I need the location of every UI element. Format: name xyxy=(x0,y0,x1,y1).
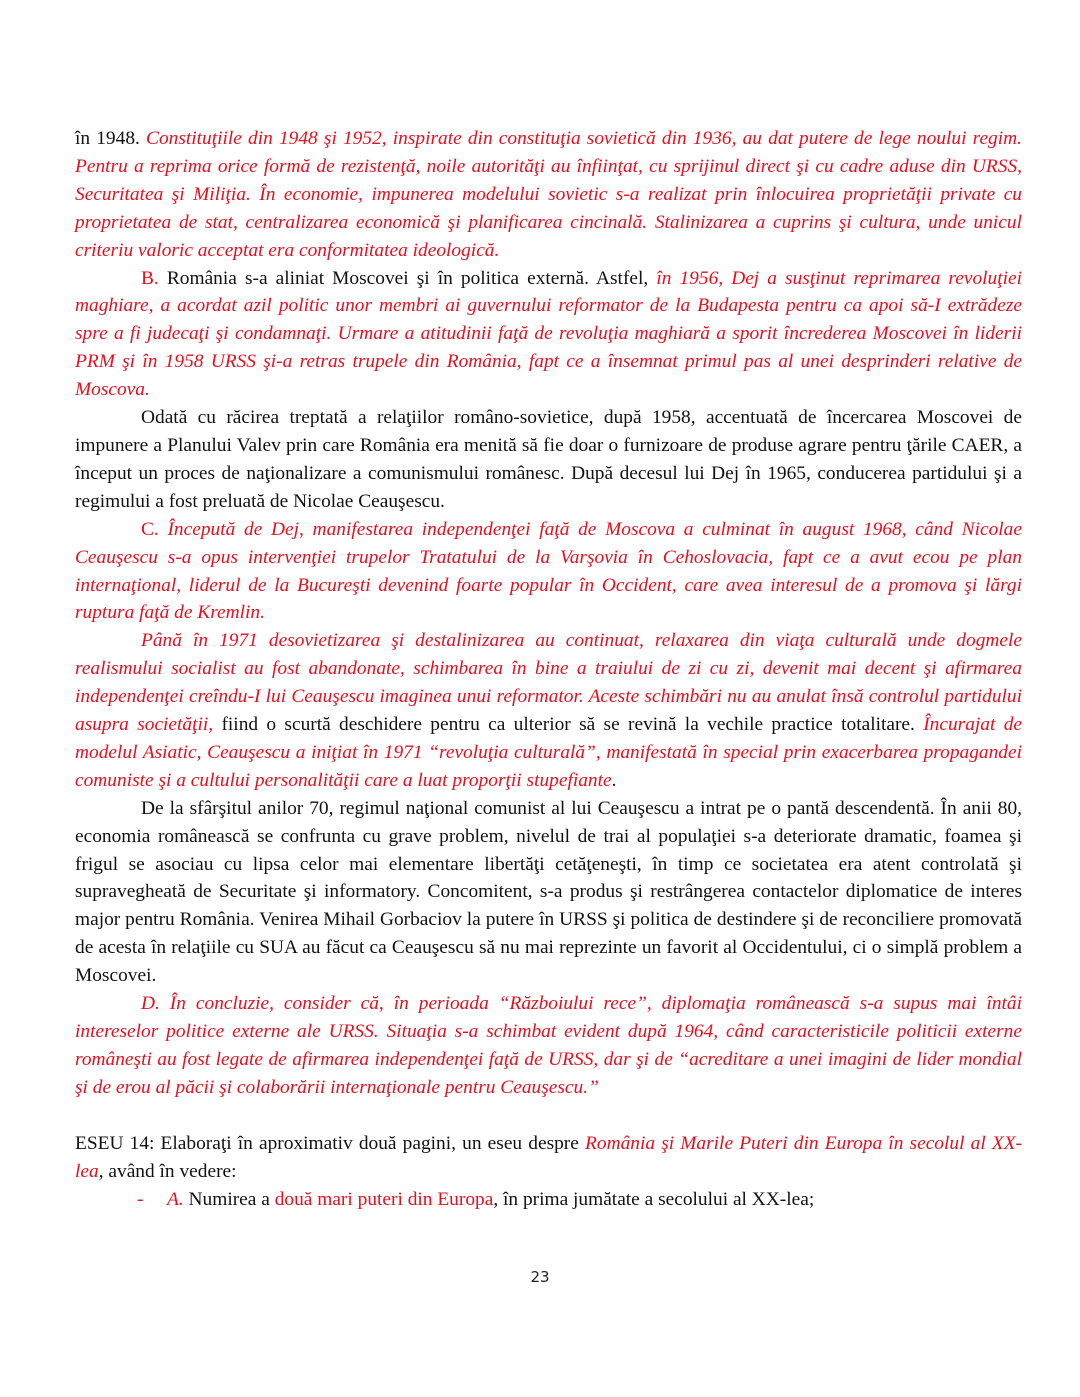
dash-bullet-icon: - xyxy=(137,1188,144,1210)
paragraph-text: De la sfârşitul anilor 70, regimul naţional comunist al lui Ceauşescu a intrat pe o pantă descendentă. În anii 80, economia românească se confrunta cu grave problem, nivelul de trai al populaţiei s-a deteriorate dramatic, foamea şi frigul se asociau cu lipsa celor mai elementare libertăţi cetăţeneşti, în timp ce societatea era atent controlată şi supravegheată de Securitate şi informatory. Concomitent, s-a produs şi restrângerea contactelor diplomatice de interes major pentru România. Venirea Mihail Gorbaciov la putere în URSS şi politica de destindere şi de reconciliere promovată de acesta în relaţiile cu SUA au făcut ca Ceauşescu să nu mai reprezinte un favorit al Occidentului, ci o simplă problem a Moscovei. xyxy=(75,797,1022,987)
paragraph-text: Odată cu răcirea treptată a relaţiilor româno-sovietice, după 1958, accentuată de încercarea Moscovei de impunere a Planului Valev prin care România era menită să fie doar o furnizoare de produse agrare pentru ţările CAER, a început un proces de naţionalizare a comunismului românesc. După decesul lui Dej în 1965, conducerea partidului şi a regimului a fost preluată de Nicolae Ceauşescu. xyxy=(75,407,1022,512)
requirement-marker-a: A. xyxy=(167,1188,184,1210)
paragraph-cooling-relations xyxy=(75,404,1022,516)
paragraph-d-conclusion xyxy=(75,990,1022,1102)
document-page xyxy=(75,125,1022,1213)
requirement-text: Numirea a xyxy=(183,1188,275,1210)
page-number: 23 xyxy=(530,1268,550,1286)
highlighted-text: Încurajat de modelul Asiatic, Ceauşescu a iniţiat în 1971 “revoluţia culturală”, manifestată în special prin exacerbarea propagandei comuniste şi a cultului personalităţii care a luat proporţii stupefiante xyxy=(75,714,1022,791)
requirement-highlight: două mari puteri din Europa xyxy=(274,1188,494,1210)
paragraph-text: fiind o scurtă deschidere pentru ca ulterior să se revină la vechile practice totalitare. xyxy=(213,714,924,736)
section-marker-c: C. xyxy=(141,518,159,540)
essay-requirement-item xyxy=(75,1186,1022,1214)
paragraph-text: România s-a aliniat Moscovei şi în politica externă. Astfel, xyxy=(158,267,657,289)
paragraph-constitutions xyxy=(75,125,1022,265)
essay-label: ESEU 14: xyxy=(75,1132,155,1154)
requirement-text-end: , în prima jumătate a secolului al XX-lea; xyxy=(493,1188,815,1210)
paragraph-b-foreign-policy xyxy=(75,265,1022,405)
paragraph-until-1971 xyxy=(75,627,1022,794)
highlighted-text: Constituţiile din 1948 şi 1952, inspirate din constituţia sovietică din 1936, au dat putere de lege noului regim. Pentru a reprima orice formă de rezistenţă, noile autorităţi au înfiinţat, cu sprijinul direct şi cu cadre aduse din URSS, Securitatea şi Miliţia. În economie, impunerea modelului sovietic s-a realizat prin înlocuirea proprietăţii private cu proprietatea de stat, centralizarea economică şi planificarea cincinală. Stalinizarea a cuprins şi cultura, unde unicul criteriu valoric acceptat era conformitatea ideologică. xyxy=(75,128,1022,261)
paragraph-c-independence xyxy=(75,516,1022,628)
paragraph-text: . xyxy=(611,769,617,791)
highlighted-text: D. În concluzie, consider că, în perioada “Războiului rece”, diplomaţia românească s-a supus mai întâi intereselor politice externe ale URSS. Situaţia s-a schimbat evident după 1964, când caracteristicile politicii externe româneşti au fost legate de afirmarea independenţei faţă de URSS, dar şi de “acreditare a unei imagini de lider mondial şi de erou al păcii şi colaborării internaţionale pentru Ceauşescu.” xyxy=(75,993,1022,1098)
highlighted-text: Începută de Dej, manifestarea independenţei faţă de Moscova a culminat în august 1968, când Nicolae Ceauşescu s-a opus intervenţiei trupelor Tratatului de la Varşovia în Cehoslovacia, fapt ce a avut ecou pe plan internaţional, liderul de la Bucureşti devenind foarte popular în Occident, care avea interesul de a promova şi lărgi ruptura faţă de Kremlin. xyxy=(75,518,1022,624)
paragraph-lead-text: în 1948. xyxy=(75,128,147,149)
section-marker-b: B. xyxy=(141,267,159,289)
essay-instruction-end: , având în vedere: xyxy=(98,1160,237,1182)
paragraph-decline-70s xyxy=(75,795,1022,990)
highlighted-text: Până în 1971 desovietizarea şi destalinizarea au continuat, relaxarea din viaţa culturală unde dogmele realismului socialist au fost abandonate, schimbarea în bine a traiului de zi cu zi, devenit mai decent şi afirmarea independenţei creîndu-I lui Ceauşescu imaginea unui reformator. Aceste schimbări nu au anulat însă controlul partidului asupra societăţii, xyxy=(75,630,1022,736)
essay-prompt xyxy=(75,1130,1022,1186)
spacer xyxy=(75,1102,1022,1130)
essay-instruction: Elaboraţi în aproximativ două pagini, un eseu despre xyxy=(154,1132,586,1154)
essay-topic: România şi Marile Puteri din Europa în secolul al XX-lea xyxy=(75,1132,1022,1182)
highlighted-text: în 1956, Dej a susţinut reprimarea revoluţiei maghiare, a acordat azil politic unor membri ai guvernului reformator de la Budapesta pentru ca apoi să-I extrădeze spre a fi judecaţi şi condamnaţi. Urmare a atitudinii faţă de revoluţia maghiară a sporit încrederea Moscovei în liderii PRM şi în 1958 URSS şi-a retras trupele din România, fapt ce a însemnat primul pas al unei desprinderi relative de Moscova. xyxy=(75,267,1022,401)
